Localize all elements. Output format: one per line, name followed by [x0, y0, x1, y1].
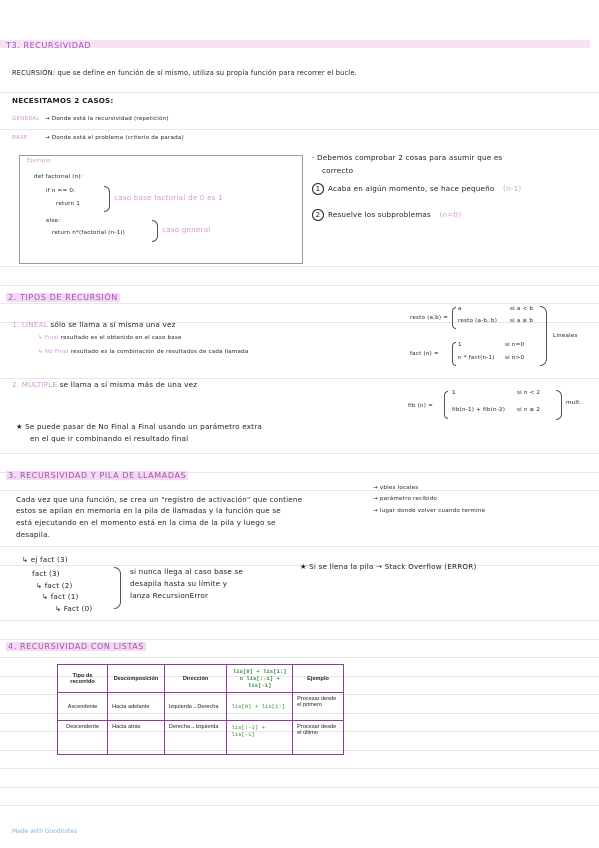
- resto-bottom-cond: si a ≥ b: [510, 318, 534, 324]
- fact-top: 1: [458, 342, 462, 348]
- brace-general-note: caso general: [162, 225, 211, 234]
- brace: [104, 186, 110, 212]
- stack-example-title: ↳ ej fact (3): [22, 555, 68, 564]
- case-base-text: → Donde está el problema (criterio de parada): [45, 135, 184, 141]
- example-box: [19, 155, 303, 264]
- fib-bottom-cond: si n ≥ 2: [517, 407, 541, 413]
- table-cell: Descendente: [58, 721, 108, 755]
- stack-line: fact (3): [32, 569, 60, 578]
- section3-title: [6, 471, 188, 480]
- lineales-label: Lineales: [553, 333, 578, 339]
- table-cell: Hacia atrás: [108, 721, 165, 755]
- fib-top: 1: [452, 390, 456, 396]
- example-label: Ejemplo: [27, 158, 51, 164]
- need-two-cases: NECESITAMOS 2 CASOS:: [12, 96, 114, 105]
- overflow-note: ★ Si se llena la pila → Stack Overflow (ERROR): [300, 562, 477, 571]
- point-1: [312, 183, 521, 195]
- table-header: Dirección: [164, 665, 227, 693]
- stack-paragraph-line: estos se apilan en memoria en la pila de llamadas y la función que se: [16, 506, 281, 515]
- lineal-row: [12, 320, 176, 329]
- table-row: [58, 693, 344, 721]
- stack-note-line: desapila hasta su límite y: [130, 579, 228, 588]
- arrow-item-text: lugar donde volver cuando termine: [379, 508, 486, 514]
- nofinal-label: ↳ No Final: [38, 349, 69, 355]
- lineal-text: sólo se llama a sí misma una vez: [50, 320, 176, 329]
- section4-title: [6, 642, 146, 651]
- stack-note-line: lanza RecursionError: [130, 591, 209, 600]
- table-header: Tipo de recorrido: [58, 665, 108, 693]
- stack-line: ↳ fact (2): [36, 581, 73, 590]
- code-line: if n == 0:: [46, 188, 76, 194]
- code-line: return n*(factorial (n-1)): [52, 230, 125, 236]
- code-line: def factorial (n):: [34, 174, 83, 180]
- table-header-row: [58, 665, 344, 693]
- multiple-label: 2. MÚLTIPLE: [12, 380, 58, 389]
- point-2-note: (n=0): [439, 210, 462, 219]
- section1-title: T3. RECURSIVIDAD: [6, 41, 92, 50]
- number-badge: 2: [312, 209, 324, 221]
- table-cell: Procesar desde el primero: [293, 693, 344, 721]
- final-label: ↳ Final: [38, 335, 59, 341]
- table-row: [58, 721, 344, 755]
- fib-lhs: fib (n) =: [408, 403, 434, 409]
- resto-top-cond: si a < b: [510, 306, 534, 312]
- stack-paragraph-line: Cada vez que una función, se crea un "registro de activación" que contiene: [16, 495, 303, 504]
- stack-note-line: si nunca llega al caso base se: [130, 567, 244, 576]
- table-cell: Ascendente: [58, 693, 108, 721]
- resto-top: a: [458, 306, 462, 312]
- nofinal-row: [38, 349, 249, 355]
- mult-label: mult.: [566, 400, 582, 406]
- code-line: return 1: [56, 201, 81, 207]
- arrow-item: → parámetro recibido: [373, 496, 437, 502]
- section4-title-text: 4. RECURSIVIDAD CON LISTAS: [8, 642, 144, 651]
- case-general-label: GENERAL: [12, 116, 40, 122]
- table-header: Ejemplo: [293, 665, 344, 693]
- arrow-item: → vbles locales: [373, 485, 419, 491]
- fib-bottom: fib(n-1) + fib(n-2): [452, 407, 506, 413]
- multiple-text: se llama a sí misma más de una vez: [59, 380, 198, 389]
- goodnotes-watermark: Made with Goodnotes: [12, 828, 78, 835]
- brace: [114, 567, 121, 609]
- resto-bottom: resto (a-b, b): [458, 318, 498, 324]
- check-text-2: correcto: [322, 166, 354, 175]
- recursion-definition: RECURSIÓN: que se define en función de sí mismo, utiliza su propia función para recorrer el bucle.: [12, 69, 357, 77]
- brace: [152, 220, 158, 242]
- table-cell: lis[:-1] + lis[-1]: [227, 721, 293, 755]
- table-cell: lis[0] + lis[1:]: [227, 693, 293, 721]
- fact-lhs: fact (n) =: [410, 351, 439, 357]
- brace: [452, 307, 456, 329]
- section2-title-text: 2. TIPOS DE RECURSIÓN: [8, 293, 118, 302]
- number-badge: 1: [312, 183, 324, 195]
- arrow-item: → lugar donde volver cuando termine: [373, 508, 486, 514]
- stack-line: ↳ fact (1): [42, 592, 79, 601]
- fact-top-cond: si n=0: [505, 342, 525, 348]
- note-line: ★ Se puede pasar de No Final a Final usando un parámetro extra: [16, 422, 262, 431]
- case-base-label: BASE: [12, 135, 28, 141]
- lineal-label: 1. LINEAL: [12, 320, 48, 329]
- brace: [540, 306, 547, 366]
- brace: [556, 390, 562, 420]
- multiple-row: [12, 380, 197, 389]
- case-general-text: → Donde está la recursividad (repetición): [45, 116, 169, 122]
- section2-title: [6, 293, 120, 302]
- point-1-text: Acaba en algún momento, se hace pequeño: [328, 184, 495, 193]
- fact-bottom-cond: si n>0: [505, 355, 525, 361]
- stack-paragraph-line: está ejecutando en el momento está en la cima de la pila y luego se: [16, 518, 276, 527]
- final-text: resultado es el obtenido en el caso base: [60, 335, 182, 341]
- point-2-text: Resuelve los subproblemas: [328, 210, 431, 219]
- code-line: else:: [46, 218, 61, 224]
- table-cell: Procesar desde el último: [293, 721, 344, 755]
- note-line: en el que ir combinando el resultado final: [30, 434, 189, 443]
- fib-top-cond: si n < 2: [517, 390, 541, 396]
- table-cell: Derecha→Izquierda: [164, 721, 227, 755]
- table-header: lis[0] + lis[1:] o lis[:-1] + lis[-1]: [227, 665, 293, 693]
- brace: [444, 391, 448, 419]
- stack-line: ↳ Fact (0): [55, 604, 93, 613]
- section3-title-text: 3. RECURSIVIDAD Y PILA DE LLAMADAS: [8, 471, 187, 480]
- table-cell: Izquierda→Derecha: [164, 693, 227, 721]
- brace-base-note: caso base factorial de 0 es 1: [114, 193, 223, 202]
- recursion-lists-table: [57, 664, 344, 755]
- brace: [452, 342, 456, 366]
- point-1-note: (n-1): [503, 184, 522, 193]
- arrow-item-text: parámetro recibido: [379, 496, 437, 502]
- table-header: Descomposición: [108, 665, 165, 693]
- check-text: · Debemos comprobar 2 cosas para asumir que es: [312, 153, 503, 162]
- nofinal-text: resultado es la combinación de resultados de cada llamada: [70, 349, 249, 355]
- resto-lhs: resto (a,b) =: [410, 315, 449, 321]
- arrow-item-text: vbles locales: [379, 485, 419, 491]
- stack-paragraph-line: desapila.: [16, 530, 51, 539]
- table-cell: Hacia adelante: [108, 693, 165, 721]
- final-row: [38, 335, 182, 341]
- fact-bottom: n * fact(n-1): [458, 355, 495, 361]
- point-2: [312, 209, 461, 221]
